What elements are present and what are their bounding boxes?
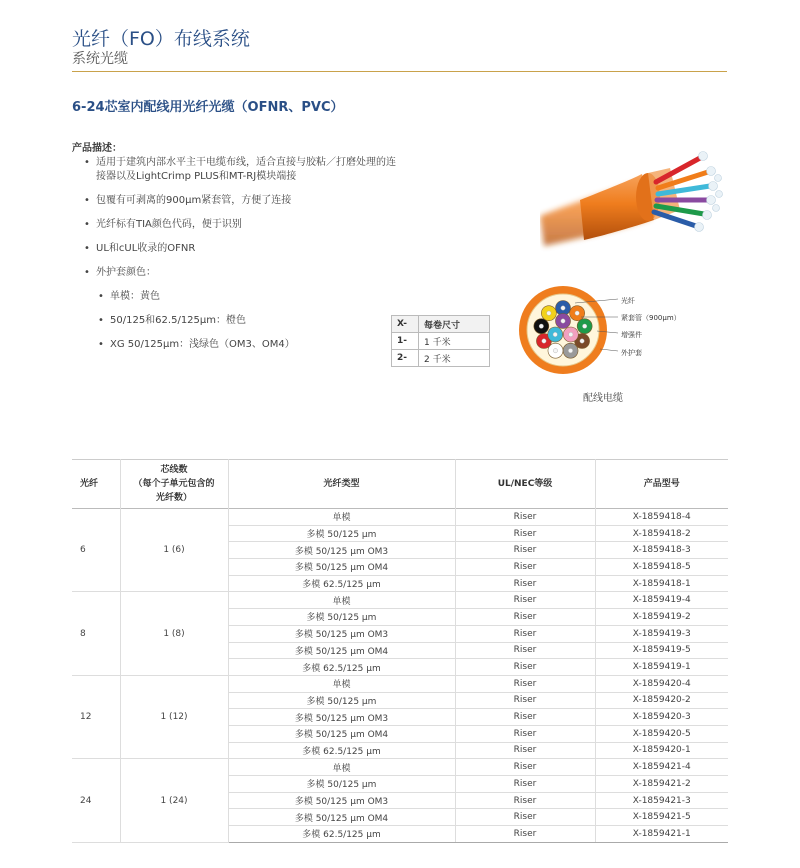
cell-part-number: X-1859418-1 <box>595 575 728 592</box>
cell-ul-nec: Riser <box>455 826 595 843</box>
cell-part-number: X-1859419-4 <box>595 592 728 609</box>
reel-size-value: 2 千米 <box>419 350 490 367</box>
cell-part-number: X-1859419-5 <box>595 642 728 659</box>
table-group-12 <box>72 675 728 758</box>
reel-size-code: 1- <box>392 333 419 350</box>
cell-ul-nec: Riser <box>455 725 595 742</box>
cell-ul-nec: Riser <box>455 592 595 609</box>
label-fiber: 光纤 <box>621 297 635 305</box>
feature-item-label: 外护套颜色： <box>96 267 156 278</box>
cell-fiber-count: 1 (6) <box>120 509 228 592</box>
cell-ul-nec: Riser <box>455 642 595 659</box>
fiber-core <box>580 339 584 343</box>
cell-fiber-count: 1 (8) <box>120 592 228 675</box>
cell-part-number: X-1859421-3 <box>595 792 728 809</box>
cell-part-number: X-1859418-4 <box>595 509 728 526</box>
cell-fiber-type: 多模 62.5/125 μm <box>228 575 455 592</box>
cell-ul-nec: Riser <box>455 675 595 692</box>
cell-fiber-type: 多模 50/125 μm <box>228 776 455 793</box>
fiber-core <box>553 348 557 352</box>
cell-part-number: X-1859420-5 <box>595 725 728 742</box>
cell-ul-nec: Riser <box>455 575 595 592</box>
cell-fiber-count: 1 (24) <box>120 759 228 842</box>
jacket-color-item: • 50/125和62.5/125μm：橙色 <box>96 314 402 328</box>
cell-ul-nec: Riser <box>455 525 595 542</box>
reel-size-code: 2- <box>392 350 419 367</box>
cell-fiber-group: 12 <box>72 675 120 758</box>
cell-ul-nec: Riser <box>455 659 595 676</box>
cell-fiber-type: 多模 50/125 μm OM3 <box>228 625 455 642</box>
fiber-core <box>547 311 551 315</box>
fiber-core <box>553 332 557 336</box>
reel-size-header-code: X- <box>392 316 419 333</box>
cell-fiber-type: 多模 62.5/125 μm <box>228 826 455 843</box>
table-row <box>72 509 728 526</box>
table-group-24 <box>72 759 728 842</box>
cable-photo <box>540 138 725 253</box>
cell-fiber-group: 6 <box>72 509 120 592</box>
cell-ul-nec: Riser <box>455 792 595 809</box>
cell-part-number: X-1859418-2 <box>595 525 728 542</box>
cell-part-number: X-1859420-3 <box>595 709 728 726</box>
cell-part-number: X-1859418-3 <box>595 542 728 559</box>
jacket-color-item: • XG 50/125μm：浅绿色（OM3、OM4） <box>96 338 402 352</box>
cell-fiber-type: 多模 50/125 μm <box>228 609 455 626</box>
label-strength-member: 增强件 <box>621 331 642 339</box>
reel-size-header <box>392 316 490 333</box>
cell-part-number: X-1859419-3 <box>595 625 728 642</box>
fiber-core <box>582 324 586 328</box>
col-header-count-line3: 光纤数） <box>155 493 192 503</box>
cell-ul-nec: Riser <box>455 742 595 759</box>
fiber-core <box>539 324 543 328</box>
cell-ul-nec: Riser <box>455 542 595 559</box>
cell-ul-nec: Riser <box>455 625 595 642</box>
fiber-core <box>568 348 572 352</box>
table-row <box>72 675 728 692</box>
col-header-fiber: 光纤 <box>80 479 99 489</box>
fiber-core <box>542 339 546 343</box>
cell-part-number: X-1859420-4 <box>595 675 728 692</box>
jacket-color-list <box>96 290 402 352</box>
cell-fiber-type: 多模 50/125 μm OM3 <box>228 542 455 559</box>
cell-part-number: X-1859420-1 <box>595 742 728 759</box>
cell-part-number: X-1859421-5 <box>595 809 728 826</box>
reel-size-row <box>392 333 490 350</box>
feature-item: • UL和cUL收录的OFNR <box>72 242 402 256</box>
diagram-caption: 配线电缆 <box>583 393 623 404</box>
cell-ul-nec: Riser <box>455 609 595 626</box>
cell-fiber-type: 多模 50/125 μm OM4 <box>228 559 455 576</box>
description-label: 产品描述： <box>72 143 122 154</box>
cell-fiber-type: 单模 <box>228 759 455 776</box>
reel-size-table <box>391 315 490 367</box>
cell-fiber-type: 单模 <box>228 592 455 609</box>
section-title: 6-24芯室内配线用光纤光缆（OFNR、PVC） <box>72 100 344 115</box>
cell-ul-nec: Riser <box>455 509 595 526</box>
cell-part-number: X-1859420-2 <box>595 692 728 709</box>
cell-fiber-type: 多模 62.5/125 μm <box>228 659 455 676</box>
reel-size-value: 1 千米 <box>419 333 490 350</box>
cell-fiber-type: 多模 50/125 μm OM4 <box>228 642 455 659</box>
label-tight-buffer: 紧套管（900μm） <box>621 314 681 322</box>
fiber-core <box>569 332 573 336</box>
col-header-count-line1: 芯线数 <box>160 465 188 475</box>
cell-part-number: X-1859419-2 <box>595 609 728 626</box>
feature-item-jacket <box>72 266 402 352</box>
table-header-row <box>72 460 728 509</box>
feature-item: • 光纤标有TIA颜色代码，便于识别 <box>72 218 402 232</box>
fiber-core <box>561 306 565 310</box>
cell-ul-nec: Riser <box>455 692 595 709</box>
cell-fiber-type: 多模 50/125 μm OM4 <box>228 809 455 826</box>
cell-fiber-type: 单模 <box>228 675 455 692</box>
feature-item: • 适用于建筑内部水平主干电缆布线，适合直接与胶粘／打磨处理的连接器以及LightCrimp PLUS和MT-RJ模块端接 <box>72 156 402 184</box>
page-title: 光纤（FO）布线系统 <box>72 28 250 50</box>
col-header-fiber-type: 光纤类型 <box>228 460 455 509</box>
col-header-ul-nec: UL/NEC等级 <box>455 460 595 509</box>
cell-fiber-type: 多模 62.5/125 μm <box>228 742 455 759</box>
cell-ul-nec: Riser <box>455 776 595 793</box>
col-header-count-line2: （每个子单元包含的 <box>133 479 215 489</box>
cell-fiber-type: 多模 50/125 μm OM3 <box>228 792 455 809</box>
cell-fiber-group: 8 <box>72 592 120 675</box>
cell-part-number: X-1859419-1 <box>595 659 728 676</box>
cell-ul-nec: Riser <box>455 559 595 576</box>
fiber-core <box>575 311 579 315</box>
reel-size-header-size: 每卷尺寸 <box>419 316 490 333</box>
page-subtitle: 系统光缆 <box>72 51 128 67</box>
cell-fiber-type: 多模 50/125 μm <box>228 692 455 709</box>
cell-ul-nec: Riser <box>455 759 595 776</box>
jacket-color-item: • 单模：黄色 <box>96 290 402 304</box>
reel-size-row <box>392 350 490 367</box>
cell-ul-nec: Riser <box>455 709 595 726</box>
cell-part-number: X-1859421-4 <box>595 759 728 776</box>
cell-fiber-type: 多模 50/125 μm <box>228 525 455 542</box>
cell-fiber-type: 多模 50/125 μm OM4 <box>228 725 455 742</box>
label-outer-jacket: 外护套 <box>621 349 642 357</box>
cell-part-number: X-1859418-5 <box>595 559 728 576</box>
cell-part-number: X-1859421-1 <box>595 826 728 843</box>
header-divider <box>72 71 727 72</box>
table-row <box>72 759 728 776</box>
table-row <box>72 592 728 609</box>
cell-fiber-type: 多模 50/125 μm OM3 <box>228 709 455 726</box>
fiber-core <box>561 319 565 323</box>
cell-fiber-group: 24 <box>72 759 120 842</box>
feature-list <box>72 156 402 362</box>
table-group-6 <box>72 509 728 592</box>
cable-cross-section-diagram <box>518 285 683 385</box>
col-header-count <box>120 460 228 509</box>
col-header-part-number: 产品型号 <box>595 460 728 509</box>
cell-ul-nec: Riser <box>455 809 595 826</box>
table-group-8 <box>72 592 728 675</box>
cell-fiber-type: 单模 <box>228 509 455 526</box>
cell-fiber-count: 1 (12) <box>120 675 228 758</box>
cell-part-number: X-1859421-2 <box>595 776 728 793</box>
feature-item: • 包覆有可剥离的900μm紧套管，方便了连接 <box>72 194 402 208</box>
product-table <box>72 459 728 843</box>
